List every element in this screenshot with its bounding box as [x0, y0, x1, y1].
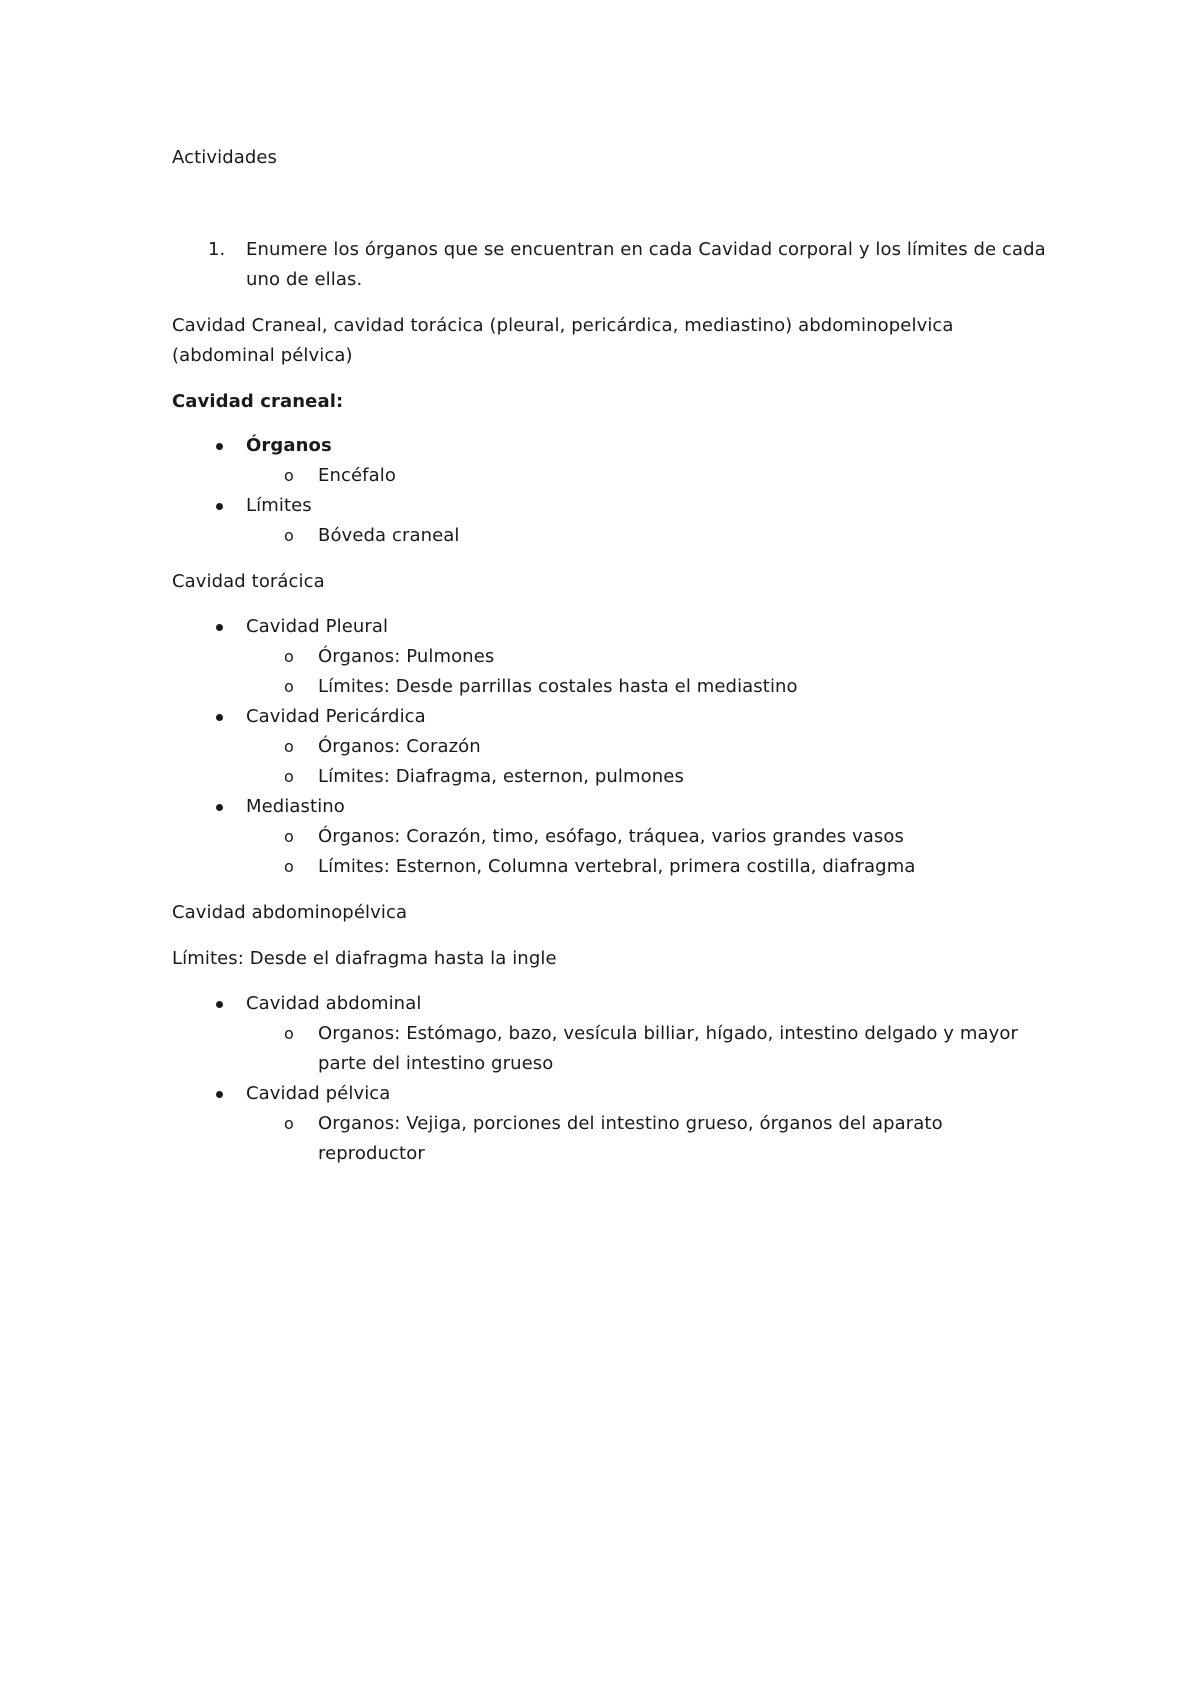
bullet-icon	[216, 443, 223, 450]
bullet-icon	[216, 1001, 223, 1008]
question-text-line2: uno de ellas.	[246, 269, 363, 290]
intro-line2: (abdominal pélvica)	[172, 345, 353, 366]
pleural-limites: Límites: Desde parrillas costales hasta el mediastino	[318, 676, 798, 697]
bullet-icon	[216, 503, 223, 510]
sub-bullet-icon: o	[284, 1114, 294, 1133]
craneal-title: Cavidad craneal:	[172, 391, 344, 412]
sub-bullet-icon: o	[284, 647, 294, 666]
intro-line1: Cavidad Craneal, cavidad torácica (pleural, pericárdica, mediastino) abdominopelvica	[172, 315, 954, 336]
pelvica-label: Cavidad pélvica	[246, 1083, 391, 1104]
abdominal-organos-line1: Organos: Estómago, bazo, vesícula billiar, hígado, intestino delgado y mayor	[318, 1023, 1018, 1044]
pleural-organos: Órganos: Pulmones	[318, 646, 495, 667]
pericardica-label: Cavidad Pericárdica	[246, 706, 426, 727]
pelvica-organos-line1: Organos: Vejiga, porciones del intestino grueso, órganos del aparato	[318, 1113, 943, 1134]
document-heading: Actividades	[172, 147, 278, 168]
sub-bullet-icon: o	[284, 466, 294, 485]
bullet-icon	[216, 624, 223, 631]
sub-bullet-icon: o	[284, 1024, 294, 1043]
pelvica-organos-line2: reproductor	[318, 1143, 425, 1164]
mediastino-organos: Órganos: Corazón, timo, esófago, tráquea, varios grandes vasos	[318, 826, 904, 847]
pleural-label: Cavidad Pleural	[246, 616, 389, 637]
abdominopelvica-limites: Límites: Desde el diafragma hasta la ingle	[172, 948, 557, 969]
craneal-limites-item: Bóveda craneal	[318, 525, 460, 546]
abdominopelvica-title: Cavidad abdominopélvica	[172, 902, 408, 923]
bullet-icon	[216, 804, 223, 811]
mediastino-label: Mediastino	[246, 796, 345, 817]
pericardica-organos: Órganos: Corazón	[318, 736, 481, 757]
sub-bullet-icon: o	[284, 737, 294, 756]
abdominal-label: Cavidad abdominal	[246, 993, 422, 1014]
craneal-organos-item: Encéfalo	[318, 465, 396, 486]
sub-bullet-icon: o	[284, 526, 294, 545]
toracica-title: Cavidad torácica	[172, 571, 325, 592]
bullet-icon	[216, 1091, 223, 1098]
sub-bullet-icon: o	[284, 767, 294, 786]
sub-bullet-icon: o	[284, 677, 294, 696]
bullet-icon	[216, 714, 223, 721]
question-text-line1: Enumere los órganos que se encuentran en cada Cavidad corporal y los límites de cada	[246, 239, 1046, 260]
craneal-limites-label: Límites	[246, 495, 312, 516]
pericardica-limites: Límites: Diafragma, esternon, pulmones	[318, 766, 684, 787]
question-number: 1.	[208, 239, 226, 260]
sub-bullet-icon: o	[284, 857, 294, 876]
abdominal-organos-line2: parte del intestino grueso	[318, 1053, 554, 1074]
sub-bullet-icon: o	[284, 827, 294, 846]
craneal-organos-label: Órganos	[246, 435, 332, 456]
mediastino-limites: Límites: Esternon, Columna vertebral, primera costilla, diafragma	[318, 856, 916, 877]
